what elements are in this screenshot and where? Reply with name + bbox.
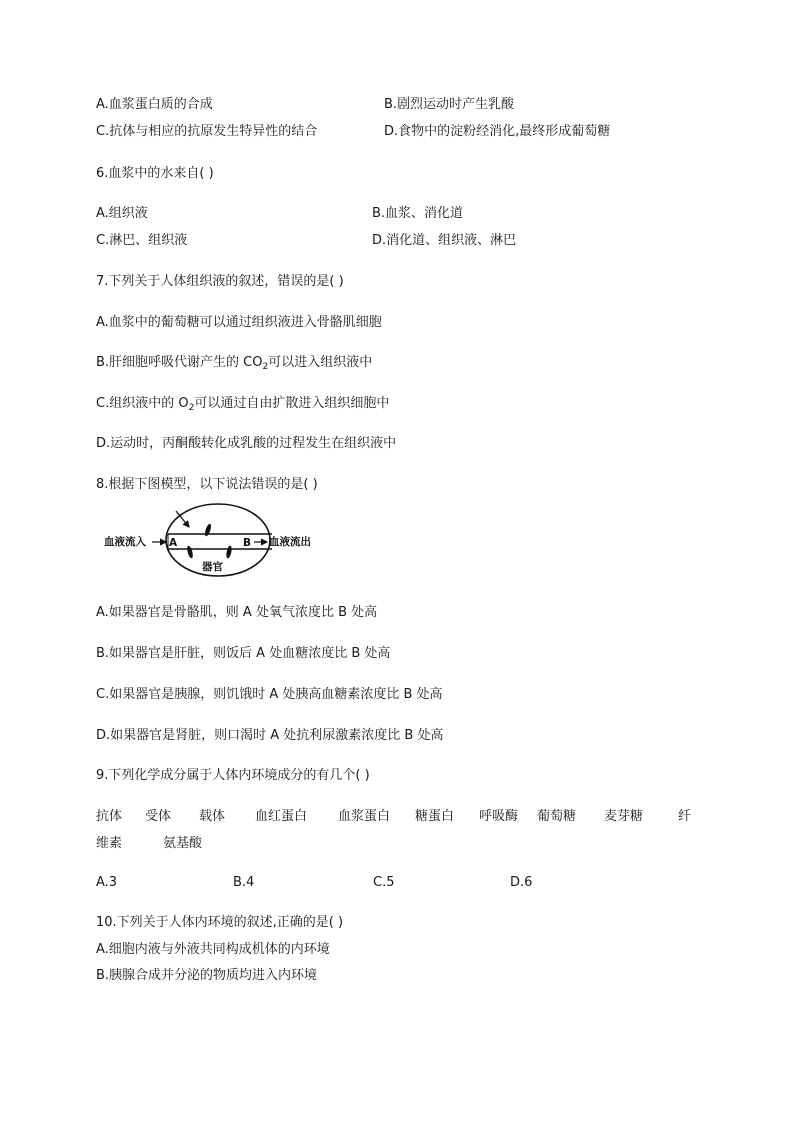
q6-option-d: D.消化道、组织液、淋巴 bbox=[372, 233, 517, 248]
q7-option-b: B.肝细胞呼吸代谢产生的 $CO_2$可以进入组织液中 bbox=[96, 355, 373, 372]
q10-stem: 10.下列关于人体内环境的叙述,正确的是( ) bbox=[96, 915, 344, 930]
cell-bottom bbox=[186, 545, 194, 559]
organ-label: 器官 bbox=[202, 561, 223, 573]
q6-option-c: C.淋巴、组织液 bbox=[96, 233, 188, 248]
q9-option-a: A.3 bbox=[96, 875, 118, 890]
q8-option-c: C.如果器官是胰腺，则饥饿时 A 处胰高血糖素浓度比 B 处高 bbox=[96, 687, 443, 702]
q9-option-b: B.4 bbox=[233, 875, 255, 890]
q9-item: 糖蛋白 bbox=[415, 809, 455, 824]
q6-stem: 6.血浆中的水来自( ) bbox=[96, 166, 214, 181]
q7-option-c: C.组织液中的 $O_2$可以通过自由扩散进入组织细胞中 bbox=[96, 396, 390, 413]
cell-right bbox=[225, 545, 232, 559]
q9-option-c: C.5 bbox=[373, 875, 395, 890]
organ-blood-flow-diagram bbox=[100, 502, 350, 582]
q8-option-a: A.如果器官是骨骼肌，则 A 处氧气浓度比 B 处高 bbox=[96, 605, 378, 620]
q5-option-d: D.食物中的淀粉经消化,最终形成葡萄糖 bbox=[384, 124, 611, 139]
q5-option-a: A.血浆蛋白质的合成 bbox=[96, 97, 213, 112]
q9-item: 抗体 bbox=[96, 809, 123, 824]
q7-option-a: A.血浆中的葡萄糖可以通过组织液进入骨骼肌细胞 bbox=[96, 315, 382, 330]
q8-option-d: D.如果器官是肾脏，则口渴时 A 处抗利尿激素浓度比 B 处高 bbox=[96, 728, 444, 743]
q9-item: 麦芽糖 bbox=[604, 809, 644, 824]
q8-option-b: B.如果器官是肝脏，则饭后 A 处血糖浓度比 B 处高 bbox=[96, 646, 391, 661]
q9-item: 纤 bbox=[678, 809, 692, 824]
q6-option-a: A.组织液 bbox=[96, 206, 148, 221]
q9-item: 维素 bbox=[96, 836, 123, 851]
q9-stem: 9.下列化学成分属于人体内环境成分的有几个( ) bbox=[96, 768, 370, 783]
q10-option-b: B.胰腺合成并分泌的物质均进入内环境 bbox=[96, 968, 318, 983]
q5-option-c: C.抗体与相应的抗原发生特异性的结合 bbox=[96, 124, 318, 139]
q9-item: 葡萄糖 bbox=[537, 809, 577, 824]
q9-item: 氨基酸 bbox=[163, 836, 203, 851]
q9-item: 血浆蛋白 bbox=[338, 809, 391, 824]
q7-option-d: D.运动时，丙酮酸转化成乳酸的过程发生在组织液中 bbox=[96, 436, 397, 451]
outflow-label: 血液流出 bbox=[269, 536, 311, 548]
q7-stem: 7.下列关于人体组织液的叙述，错误的是( ) bbox=[96, 274, 344, 289]
inflow-label: 血液流入 bbox=[104, 536, 146, 548]
q9-option-d: D.6 bbox=[510, 875, 533, 890]
q9-item: 呼吸酶 bbox=[479, 809, 519, 824]
point-b-label: B bbox=[243, 537, 252, 549]
q5-option-b: B.剧烈运动时产生乳酸 bbox=[384, 97, 515, 112]
q6-option-b: B.血浆、消化道 bbox=[372, 206, 464, 221]
point-a-label: A bbox=[169, 537, 178, 549]
q8-stem: 8.根据下图模型，以下说法错误的是( ) bbox=[96, 477, 318, 492]
q9-item: 载体 bbox=[199, 809, 226, 824]
cell-top bbox=[204, 523, 212, 537]
q10-option-a: A.细胞内液与外液共同构成机体的内环境 bbox=[96, 942, 330, 957]
q9-item: 受体 bbox=[145, 809, 172, 824]
q9-item: 血红蛋白 bbox=[255, 809, 308, 824]
